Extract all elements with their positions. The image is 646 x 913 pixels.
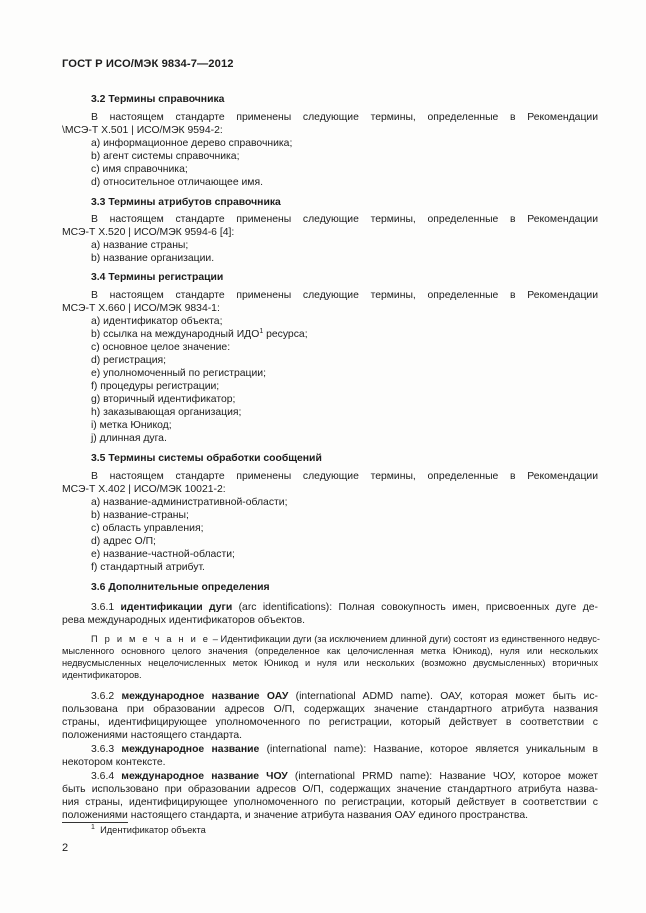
definition-3-6-4-cont: ния страны, идентифицирующее уполномоченного по регистрации, который действует в соответствии с [62, 797, 598, 808]
section-3-5-intro: В настоящем стандарте применены следующие термины, определенные в Рекомендации [91, 471, 598, 482]
note-line: идентификаторов. [62, 670, 142, 680]
footnote-divider [62, 822, 128, 823]
list-item: h) заказывающая организация; [91, 407, 242, 418]
section-3-3-reference: МСЭ-Т X.520 | ИСО/МЭК 9594-6 [4]: [62, 227, 235, 238]
list-item-tail: ресурса; [263, 329, 308, 340]
note-label: П р и м е ч а н и е [91, 634, 211, 644]
section-3-4-intro: В настоящем стандарте применены следующие термины, определенные в Рекомендации [91, 290, 598, 301]
list-item: b) название-страны; [91, 510, 189, 521]
footnote-mark: 1 [91, 824, 95, 831]
section-3-5-title: 3.5 Термины системы обработки сообщений [91, 453, 322, 464]
list-item [91, 328, 598, 341]
definition-text: (international PRMD name): Название ЧОУ, которое может [287, 771, 598, 782]
definition-3-6-1-cont: рева международных идентификаторов объектов. [62, 615, 305, 626]
list-item: d) регистрация; [91, 355, 167, 366]
definition-term: международное название ОАУ [121, 691, 289, 702]
list-item: c) основное целое значение: [91, 342, 231, 353]
footnote [91, 824, 627, 837]
section-3-2-intro: В настоящем стандарте применены следующие термины, определенные в Рекомендации [91, 112, 598, 123]
list-item: a) информационное дерево справочника; [91, 138, 293, 149]
definition-number: 3.6.1 [91, 602, 121, 613]
document-header: ГОСТ Р ИСО/МЭК 9834-7—2012 [62, 58, 234, 70]
page-number: 2 [62, 842, 69, 854]
definition-text: (arc identifications): Полная совокупность имен, присвоенных дуге де- [232, 602, 598, 613]
list-item-text: b) ссылка на международный ИДО [91, 329, 260, 340]
definition-3-6-4-cont: положениями настоящего стандарта, и значение атрибута названия ОАУ единого пространства. [62, 810, 528, 821]
list-item: a) название страны; [91, 240, 189, 251]
definition-number: 3.6.4 [91, 771, 122, 782]
definition-3-6-3 [91, 743, 598, 756]
list-item: d) адрес О/П; [91, 536, 156, 547]
definition-3-6-2-cont: страны, идентифицирующее уполномоченного по регистрации, который действует в соответствии с [62, 717, 598, 728]
section-3-3-title: 3.3 Термины атрибутов справочника [91, 197, 281, 208]
definition-text: (international name): Название, которое является уникальным в [259, 744, 599, 755]
list-item: d) относительное отличающее имя. [91, 177, 263, 188]
definition-3-6-2 [91, 690, 598, 703]
section-3-4-reference: МСЭ-Т X.660 | ИСО/МЭК 9834-1: [62, 303, 220, 314]
list-item: b) название организации. [91, 253, 215, 264]
note-text: – Идентификации дуги (за исключением длинной дуги) состоят из единственного недвус- [210, 634, 600, 644]
list-item: a) название-административной-области; [91, 497, 288, 508]
list-item: e) уполномоченный по регистрации; [91, 368, 267, 379]
note-line: мысленного основного целого значения (определенное как целочисленная метка Юникод), нуля или нескольких [62, 646, 598, 656]
section-3-2-title: 3.2 Термины справочника [91, 94, 225, 105]
definition-3-6-4-cont: быть использовано при образовании адресов О/П, содержащих значение стандартного атрибута назва- [62, 784, 598, 795]
list-item: f) стандартный атрибут. [91, 562, 205, 573]
definition-term: идентификации дуги [120, 602, 233, 613]
note-line: недвусмысленных нецелочисленных меток Юникод и нуля или нескольких (возможно двусмысленных) вторичных [62, 658, 598, 668]
list-item: c) имя справочника; [91, 164, 188, 175]
definition-number: 3.6.2 [91, 691, 122, 702]
definition-3-6-2-cont: положениями настоящего стандарта. [62, 730, 243, 741]
definition-term: международное название ЧОУ [121, 771, 288, 782]
list-item: a) идентификатор объекта; [91, 316, 223, 327]
list-item: j) длинная дуга. [91, 433, 167, 444]
list-item: i) метка Юникод; [91, 420, 172, 431]
definition-3-6-4 [91, 770, 598, 783]
definition-term: международное название [121, 744, 260, 755]
section-3-4-title: 3.4 Термины регистрации [91, 272, 224, 283]
definition-3-6-3-cont: некотором контексте. [62, 757, 166, 768]
definition-number: 3.6.3 [91, 744, 122, 755]
section-3-6-title: 3.6 Дополнительные определения [91, 582, 270, 593]
list-item: c) область управления; [91, 523, 204, 534]
list-item: f) процедуры регистрации; [91, 381, 220, 392]
section-3-5-reference: МСЭ-Т X.402 | ИСО/МЭК 10021-2: [62, 484, 226, 495]
footnote-text: Идентификатор объекта [100, 825, 206, 835]
definition-text: (international ADMD name). ОАУ, которая может быть ис- [288, 691, 599, 702]
list-item: e) название-частной-области; [91, 549, 235, 560]
definition-3-6-2-cont: пользована при образовании адресов О/П, содержащих значение стандартного атрибута названия [62, 704, 598, 715]
footnote-ref: 1 [259, 328, 264, 335]
definition-3-6-1 [91, 601, 598, 614]
section-3-2-reference: \МСЭ-Т X.501 | ИСО/МЭК 9594-2: [62, 125, 223, 136]
section-3-3-intro: В настоящем стандарте применены следующие термины, определенные в Рекомендации [91, 214, 598, 225]
list-item: b) агент системы справочника; [91, 151, 240, 162]
list-item: g) вторичный идентификатор; [91, 394, 236, 405]
